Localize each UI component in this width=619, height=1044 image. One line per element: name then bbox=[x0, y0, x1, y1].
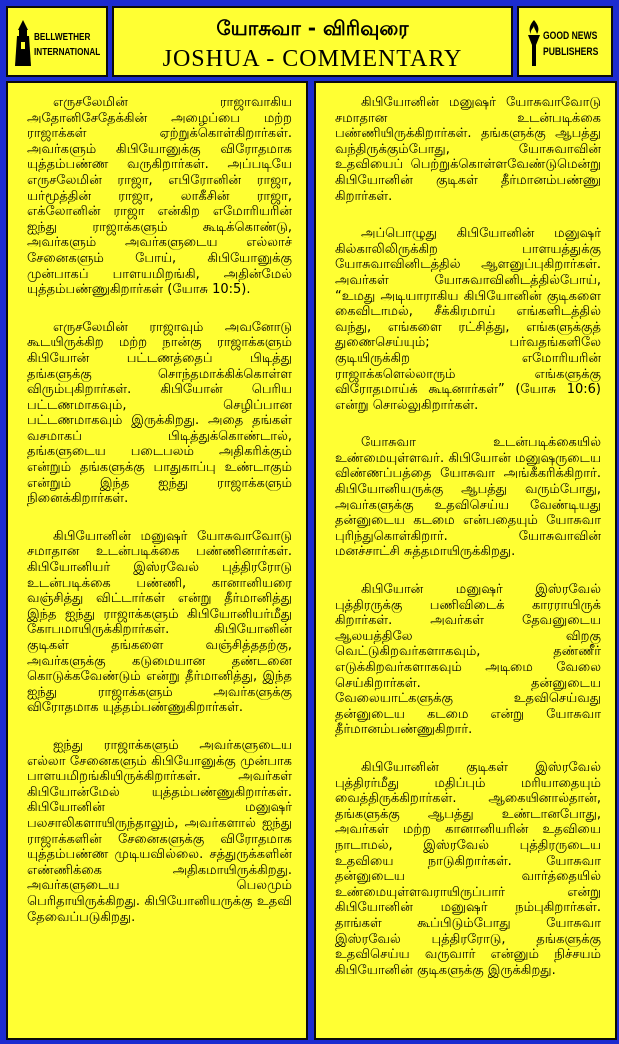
publisher-left-line1: BELLWETHER bbox=[34, 31, 91, 43]
left-paragraph-4: ஐந்து ராஜாக்களும் அவர்களுடைய எல்லா சேனைகளும் கிபியோனுக்கு முன்பாக பாளயமிறங்கியிருக்கிறார்கள். அவர்கள் கிபியோன்மேல் யுத்தம்பண்ணுகிறார்கள். கிபியோனின் மனுஷர் பலசாலிகளாயிருந்தாலும், அவர்களால் ஐந்து ராஜாக்களின் சேனைகளுக்கு விரோதமாக யுத்தம்பண்ண முடியவில்லை. சத்துருக்களின் எண்ணிக்கை அதிகமாயிருக்கிறது. அவர்களுடைய பெலமும் பெரிதாயிருக்கிறது. கிபியோனியருக்கு உதவி தேவைப்படுகிறது. bbox=[27, 737, 292, 925]
title-tamil: யோசுவா - விரிவுரை bbox=[216, 16, 409, 40]
publisher-left-line2: INTERNATIONAL bbox=[34, 46, 101, 58]
left-paragraph-1: எருசலேமின் ராஜாவாகிய அதோனிசேதேக்கின் அழைப்பை மற்ற ராஜாக்கள் ஏற்றுக்கொள்கிறார்கள். அவர்களும் கிபியோனுக்கு விரோதமாக யுத்தம்பண்ண வருகிறார்கள். அப்படியே எருசலேமின் ராஜா, எபிரோனின் ராஜா, யர்மூத்தின் ராஜா, லாகீசின் ராஜா, எக்லோனின் ராஜா என்கிற எமோரியரின் ஐந்து ராஜாக்களும் கூடிக்கொண்டு, அவர்களும் அவர்களுடைய எல்லாச் சேனைகளும் போய், கிபியோனுக்கு முன்பாகப் பாளயமிறங்கி, அதின்மேல் யுத்தம்பண்ணுகிறார்கள் (யோசு 10:5). bbox=[27, 95, 292, 298]
publisher-logo-right-box bbox=[517, 6, 613, 77]
left-column bbox=[6, 81, 308, 1040]
right-paragraph-5: கிபியோனின் குடிகள் இஸ்ரவேல் புத்திரர்மீது மதிப்பும் மரியாதையும் வைத்திருக்கிறார்கள். ஆகையினால்தான், தங்களுக்கு ஆபத்து உண்டானபோது, அவர்கள் மற்ற கானானியரின் உதவியை நாடாமல், இஸ்ரவேல் புத்திரருடைய உதவியை நாடுகிறார்கள். யோசுவா தன்னுடைய வார்த்தையில் உண்மையுள்ளவராயிருப்பார் என்று கிபியோனின் மனுஷர் நம்புகிறார்கள். தாங்கள் கூப்பிடும்போது யோசுவா இஸ்ரவேல் புத்திரரோடு, தங்களுக்கு உதவிசெய்ய வருவார் என்னும் நிச்சயம் கிபியோனின் குடிகளுக்கு இருக்கிறது. bbox=[335, 759, 601, 978]
right-paragraph-3: யோசுவா உடன்படிக்கையில் உண்மையுள்ளவர். கிபியோன் மனுஷருடைய விண்ணப்பத்தை யோசுவா அங்கீகரிக்கிறார். கிபியோனியருக்கு ஆபத்து வரும்போது, அவர்களுக்கு உதவிசெய்ய வேண்டியது தன்னுடைய கடமை என்பதையும் யோசுவா புரிந்துகொள்கிறார். யோசுவாவின் மனச்சாட்சி சுத்தமாயிருக்கிறது. bbox=[335, 435, 601, 560]
right-paragraph-1: கிபியோனின் மனுஷர் யோசுவாவோடு சமாதான உடன்படிக்கை பண்ணியிருக்கிறார்கள். தங்களுக்கு ஆபத்து வந்திருக்கும்போது, யோசுவாவின் உதவியைப் பெற்றுக்கொள்ளவேண்டுமென்று கிபியோனின் குடிகள் தீர்மானம்பண்ணு கிறார்கள். bbox=[335, 95, 601, 204]
title-english: JOSHUA - COMMENTARY bbox=[162, 46, 463, 72]
right-paragraph-4: கிபியோன் மனுஷர் இஸ்ரவேல் புத்திரருக்கு பணிவிடைக் காரராயிருக் கிறார்கள். அவர்கள் தேவனுடைய ஆலயத்திலே விறகு வெட்டுகிறவர்களாகவும், தண்ணீர் எடுக்கிறவர்களாகவும் அடிமை வேலை செய்கிறார்கள். தன்னுடைய வேலையாட்களுக்கு உதவிசெய்வது தன்னுடைய கடமை என்று யோசுவா தீர்மானம்பண்ணுகிறார். bbox=[335, 582, 601, 738]
good-news-logo bbox=[523, 16, 615, 72]
bellwether-logo bbox=[12, 16, 104, 72]
left-paragraph-2: எருசலேமின் ராஜாவும் அவனோடு கூடயிருக்கிற மற்ற நான்கு ராஜாக்களும் கிபியோன் பட்டணத்தைப் பிடித்து தங்களுக்கு சொந்தமாக்கிக்கொள்ள விரும்புகிறார்கள். கிபியோன் பெரிய பட்டணமாகவும், செழிப்பான பட்டணமாகவும் இருக்கிறது. அதை தங்கள் வசமாகப் பிடித்துக்கொண்டால், தங்களுடைய படைபலம் அதிகரிக்கும் என்றும் தங்களுக்கு பாதுகாப்பு உண்டாகும் என்றும் இந்த ஐந்து ராஜாக்களும் நினைக்கிறார்கள். bbox=[27, 319, 292, 507]
page-header bbox=[4, 4, 615, 79]
left-paragraph-3: கிபியோனின் மனுஷர் யோசுவாவோடு சமாதான உடன்படிக்கை பண்ணினார்கள். கிபியோனியர் இஸ்ரவேல் புத்திரரோடு உடன்படிக்கை பண்ணி, கானானியரை வஞ்சித்து விட்டார்கள் என்று தீர்மானித்து இந்த ஐந்து ராஜாக்களும் கிபியோனியர்மீது கோபமாயிருக்கிறார்கள். கிபியோனின் குடிகள் தங்களை வஞ்சித்ததற்கு, அவர்களுக்கு கடுமையான தண்டனை கொடுக்கவேண்டும் என்று தீர்மானித்து, இந்த ஐந்து ராஜாக்களும் அவர்களுக்கு விரோதமாக யுத்தம்பண்ணுகிறார்கள். bbox=[27, 528, 292, 716]
publisher-right-line1: GOOD NEWS bbox=[543, 30, 598, 42]
bell-tower-icon bbox=[14, 20, 32, 66]
torch-icon bbox=[525, 20, 543, 66]
title-box bbox=[112, 6, 513, 77]
right-column bbox=[314, 81, 617, 1040]
publisher-right-line2: PUBLISHERS bbox=[543, 46, 599, 58]
right-paragraph-2: அப்பொழுது கிபியோனின் மனுஷர் கில்காலிலிருக்கிற பாளயத்துக்கு யோசுவாவினிடத்தில் ஆளனுப்புகிறார்கள். அவர்கள் யோசுவாவினிடத்தில்போய், “உமது அடியாராகிய கிபியோனின் குடிகளை கைவிடாமல், சீக்கிரமாய் எங்களிடத்தில் வந்து, எங்களை ரட்சித்து, எங்களுக்குத் துணைசெய்யும்; பர்வதங்களிலே குடியிருக்கிற எமோரியரின் ராஜாக்களெல்லாரும் எங்களுக்கு விரோதமாய்க் கூடினார்கள்” (யோசு 10:6) என்று சொல்லுகிறார்கள். bbox=[335, 226, 601, 413]
publisher-logo-left-box bbox=[6, 6, 108, 77]
